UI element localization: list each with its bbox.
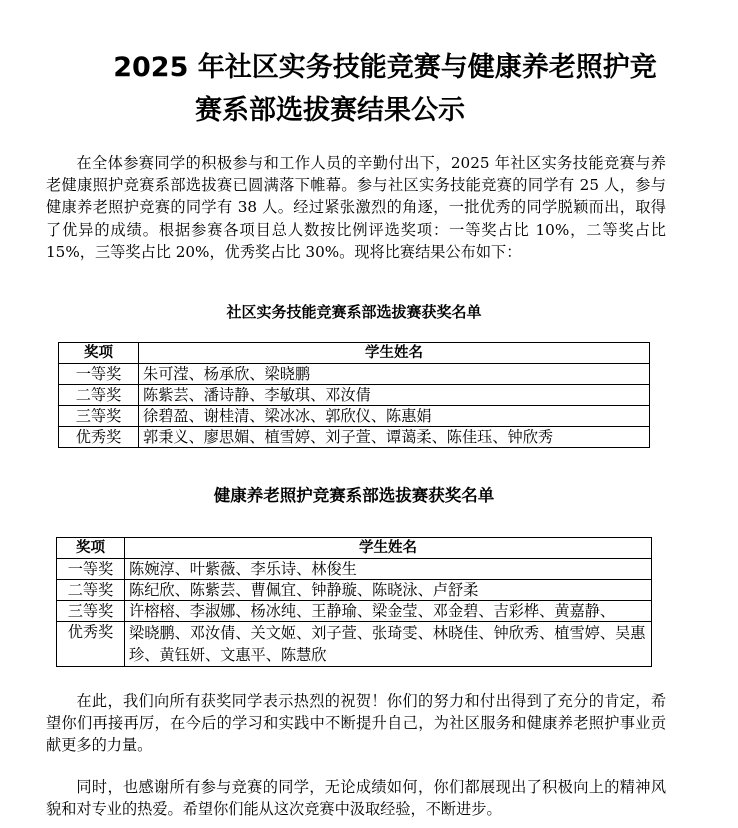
document-title-line-2: 赛系部选拔赛结果公示	[195, 95, 465, 126]
award-rank-cell: 二等奖	[57, 580, 125, 601]
table-row	[57, 559, 652, 580]
table-row	[57, 601, 652, 622]
award-rank-cell: 优秀奖	[59, 427, 139, 448]
award-rank-cell: 二等奖	[59, 385, 139, 406]
intro-paragraph: 在全体参赛同学的积极参与和工作人员的辛勤付出下，2025 年社区实务技能竞赛与养老健康照护竞赛系部选拔赛已圆满落下帷幕。参与社区实务技能竞赛的同学有 25 人，参与健康养老照护竞赛的同学有 38 人。经过紧张激烈的角逐，一批优秀的同学脱颖而出，取得了优异的成绩。根据参赛各项目总人数按比例评选奖项：一等奖占比 10%，二等奖占比 15%，三等奖占比 20%，优秀奖占比 30%。现将比赛结果公布如下：	[46, 154, 666, 261]
document-title-line-1: 2025 年社区实务技能竞赛与健康养老照护竞	[113, 52, 657, 83]
student-names-cell: 梁晓鹏、邓汝倩、关文姬、刘子萱、张琦雯、林晓佳、钟欣秀、植雪婷、吴惠珍、黄钰妍、文惠平、陈慧欣	[125, 622, 652, 667]
student-names-cell: 朱可滢、杨承欣、梁晓鹏	[139, 364, 650, 385]
table-row	[59, 364, 650, 385]
thanks-paragraph: 同时，也感谢所有参与竞赛的同学，无论成绩如何，你们都展现出了积极向上的精神风貌和对专业的热爱。希望你们能从这次竞赛中汲取经验，不断进步。	[46, 778, 666, 819]
table-row	[59, 385, 650, 406]
student-names-cell: 陈紫芸、潘诗静、李敏琪、邓汝倩	[139, 385, 650, 406]
names-column-header: 学生姓名	[139, 343, 650, 364]
names-column-header: 学生姓名	[125, 538, 652, 559]
community-skills-award-table	[58, 342, 650, 448]
award-rank-cell: 一等奖	[57, 559, 125, 580]
award-rank-cell: 一等奖	[59, 364, 139, 385]
table1-title: 社区实务技能竞赛系部选拔赛获奖名单	[226, 303, 482, 321]
table-row	[59, 406, 650, 427]
award-rank-cell: 三等奖	[57, 601, 125, 622]
elderly-care-award-table	[56, 537, 652, 667]
student-names-cell: 徐碧盈、谢桂清、梁冰冰、郭欣仪、陈惠娟	[139, 406, 650, 427]
student-names-cell: 许榕榕、李淑娜、杨冰纯、王静瑜、梁金莹、邓金碧、吉彩桦、黄嘉静、	[125, 601, 652, 622]
table2-title: 健康养老照护竞赛系部选拔赛获奖名单	[213, 486, 495, 505]
table-header-row	[59, 343, 650, 364]
student-names-cell: 陈婉淳、叶紫薇、李乐诗、林俊生	[125, 559, 652, 580]
table-row	[57, 622, 652, 667]
award-rank-cell: 优秀奖	[57, 622, 125, 667]
award-column-header: 奖项	[59, 343, 139, 364]
award-column-header: 奖项	[57, 538, 125, 559]
student-names-cell: 郭秉义、廖思媚、植雪婷、刘子萱、谭蔼柔、陈佳珏、钟欣秀	[139, 427, 650, 448]
award-rank-cell: 三等奖	[59, 406, 139, 427]
table-header-row	[57, 538, 652, 559]
student-names-cell: 陈纪欣、陈紫芸、曹佩宜、钟静璇、陈晓泳、卢舒柔	[125, 580, 652, 601]
congratulations-paragraph: 在此，我们向所有获奖同学表示热烈的祝贺！你们的努力和付出得到了充分的肯定，希望你们再接再厉，在今后的学习和实践中不断提升自己，为社区服务和健康养老照护事业贡献更多的力量。	[46, 692, 666, 755]
table-row	[59, 427, 650, 448]
table-row	[57, 580, 652, 601]
